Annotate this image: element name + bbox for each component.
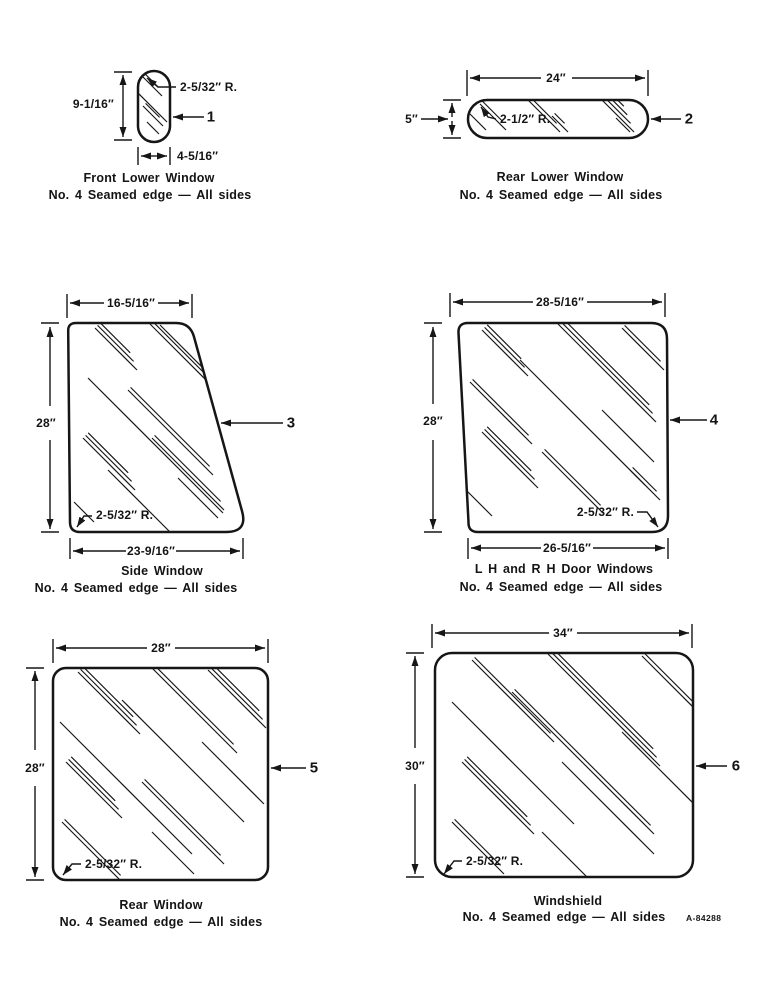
dimension-ticks — [26, 639, 268, 880]
front-lower-window-glass-hatching — [137, 71, 167, 134]
glass-reflection-line — [482, 330, 528, 376]
rear-window-glass-hatching — [60, 665, 266, 884]
windshield-edge-note: No. 4 Seamed edge — All sides — [462, 909, 666, 924]
glass-reflection-line — [150, 324, 245, 419]
glass-reflection-line — [122, 700, 244, 822]
glass-reflection-line — [452, 702, 574, 824]
glass-reflection-line — [515, 689, 651, 825]
glass-reflection-line — [152, 832, 194, 874]
callout-number-6: 6 — [731, 757, 741, 775]
glass-reflection-line — [601, 93, 631, 123]
glass-reflection-line — [512, 692, 654, 834]
glass-reflection-line — [88, 433, 128, 473]
glass-reflection-line — [545, 449, 601, 505]
glass-reflection-line — [98, 325, 134, 361]
rear-lower-window-glass-hatching — [470, 88, 634, 132]
glass-reflection-line — [142, 782, 224, 864]
callout-number-1: 1 — [206, 108, 216, 126]
callout-number-5: 5 — [309, 759, 319, 777]
rear-window-width-dim: 28″ — [151, 641, 171, 655]
rear-window-radius-dim: 2-5/32″ R. — [85, 857, 143, 871]
glass-reflection-line — [78, 672, 140, 734]
glass-reflection-line — [213, 665, 259, 711]
door-windows-linework — [424, 293, 707, 559]
side-window-top-width-dim: 16-5/16″ — [106, 296, 156, 310]
glass-reflection-line — [487, 427, 531, 471]
glass-reflection-line — [86, 435, 132, 481]
side-window-edge-note: No. 4 Seamed edge — All sides — [34, 580, 238, 595]
rear-lower-window-radius-dim: 2-1/2″ R. — [500, 112, 551, 126]
side-window-radius-dim: 2-5/32″ R. — [96, 508, 154, 522]
glass-reflection-line — [66, 762, 122, 818]
door-windows-height-dim: 28″ — [423, 414, 443, 428]
rear-lower-window-width-dim: 24″ — [546, 71, 566, 85]
rear-lower-window-edge-note: No. 4 Seamed edge — All sides — [459, 187, 663, 202]
glass-reflection-line — [553, 649, 653, 749]
rear-window-edge-note: No. 4 Seamed edge — All sides — [59, 914, 263, 929]
door-windows-edge-note: No. 4 Seamed edge — All sides — [459, 579, 663, 594]
rear-window-linework — [26, 639, 306, 880]
glass-reflection-line — [160, 325, 285, 450]
glass-reflection-line — [602, 410, 654, 462]
side-window-linework — [41, 294, 283, 559]
glass-reflection-line — [520, 360, 645, 485]
front-lower-window-width-dim: 4-5/16″ — [177, 149, 219, 163]
side-window-glass-hatching — [74, 321, 285, 532]
glass-reflection-line — [81, 669, 137, 725]
door-windows-top-width-dim: 28-5/16″ — [535, 295, 585, 309]
glass-reflection-line — [642, 656, 704, 718]
glass-reflection-line — [485, 327, 525, 367]
glass-reflection-line — [475, 657, 551, 733]
glass-reflection-line — [140, 74, 162, 96]
front-lower-window-title: Front Lower Window — [83, 170, 215, 185]
glass-reflection-line — [83, 438, 135, 490]
front-lower-window-height-dim: 9-1/16″ — [72, 97, 114, 111]
glass-reflection-line — [88, 378, 223, 513]
glass-reflection-line — [62, 822, 124, 884]
door-windows-radius-dim: 2-5/32″ R. — [576, 505, 634, 519]
glass-reflection-line — [131, 387, 210, 466]
glass-reflection-line — [202, 742, 264, 804]
callout-number-3: 3 — [286, 414, 296, 432]
radius-leader — [637, 512, 658, 527]
rear-window-outline — [53, 668, 268, 880]
glass-reflection-line — [153, 321, 242, 410]
door-window-glass-hatching — [466, 319, 664, 519]
rear-lower-window-title: Rear Lower Window — [496, 169, 624, 184]
glass-reflection-line — [465, 759, 531, 825]
windshield-title: Windshield — [533, 893, 603, 908]
callout-number-4: 4 — [709, 411, 719, 429]
glass-reflection-line — [83, 667, 133, 717]
glass-reflection-line — [74, 502, 94, 522]
glass-reflection-line — [562, 762, 654, 854]
glass-reflection-line — [467, 757, 527, 817]
side-window-outline — [68, 323, 243, 532]
glass-reflection-line — [630, 470, 660, 500]
rear-lower-window-height-dim: 5″ — [405, 112, 418, 126]
glass-reflection-line — [622, 732, 694, 804]
glass-reflection-line — [622, 328, 664, 370]
side-window-title: Side Window — [121, 563, 203, 578]
glass-reflection-line — [155, 665, 234, 744]
glass-reflection-line — [208, 670, 266, 728]
glass-reflection-line — [128, 390, 213, 475]
front-lower-window-radius-dim: 2-5/32″ R. — [180, 80, 238, 94]
rear-window-height-dim: 28″ — [25, 761, 45, 775]
glass-reflection-line — [561, 321, 653, 413]
glass-reflection-line — [137, 92, 167, 122]
glass-reflection-line — [95, 328, 137, 370]
glass-reflection-line — [108, 470, 170, 532]
glass-reflection-line — [606, 88, 624, 106]
glass-reflection-line — [548, 654, 660, 766]
glass-reflection-line — [473, 379, 529, 435]
glass-reflection-line — [472, 660, 554, 742]
windshield-width-dim: 34″ — [553, 626, 573, 640]
glass-reflection-line — [470, 114, 486, 130]
glass-reflection-line — [466, 490, 492, 516]
radius-leader — [63, 864, 81, 875]
side-window-height-dim: 28″ — [36, 416, 56, 430]
glass-reflection-line — [155, 435, 221, 501]
windshield-radius-dim: 2-5/32″ R. — [466, 854, 524, 868]
front-lower-window-edge-note: No. 4 Seamed edge — All sides — [48, 187, 252, 202]
glass-reflection-line — [152, 438, 224, 510]
glass-reflection-line — [598, 96, 634, 132]
side-window-bottom-width-dim: 23-9/16″ — [126, 544, 176, 558]
glass-reflection-line — [542, 832, 604, 894]
door-window-outline — [458, 323, 668, 532]
figure-number: A-84288 — [686, 912, 722, 923]
glass-reflection-line — [71, 757, 115, 801]
glass-reflection-line — [69, 759, 119, 809]
glass-reflection-line — [603, 91, 627, 115]
windshield-height-dim: 30″ — [405, 759, 425, 773]
glass-reflection-line — [487, 325, 521, 359]
glass-reflection-line — [147, 122, 159, 134]
glass-reflection-line — [482, 432, 538, 488]
glass-reflection-line — [633, 467, 657, 491]
glass-reflection-line — [143, 106, 163, 126]
door-windows-title: L H and R H Door Windows — [474, 561, 654, 576]
door-windows-bottom-width-dim: 26-5/16″ — [542, 541, 592, 555]
rear-window-title: Rear Window — [119, 897, 203, 912]
glass-reflection-line — [563, 319, 649, 405]
callout-number-2: 2 — [684, 110, 694, 128]
glass-reflection-line — [558, 324, 656, 422]
glass-reflection-line — [555, 113, 565, 123]
glass-reflection-line — [625, 325, 661, 361]
glass-reflection-line — [211, 667, 263, 719]
radius-leader — [444, 861, 462, 874]
glass-reflection-line — [470, 382, 532, 444]
glass-reflection-line — [485, 429, 535, 479]
